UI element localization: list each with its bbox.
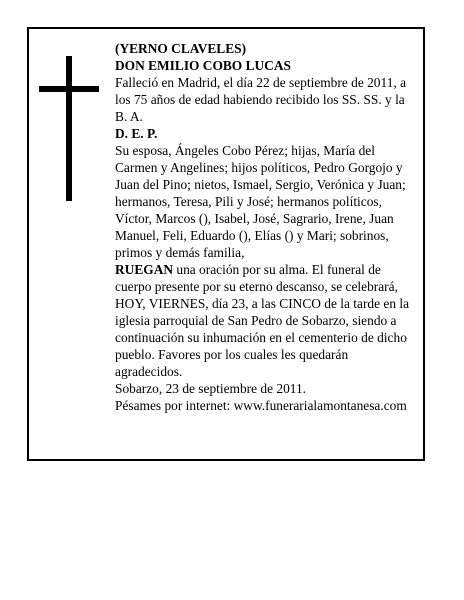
family-line: Víctor, Marcos (), Isabel, José, Sagrario, Irene, Juan bbox=[115, 211, 394, 226]
funeral-line: cuerpo presente por su eterno descanso, se celebrará, bbox=[115, 279, 398, 294]
ruegan-line bbox=[115, 261, 423, 278]
condolences-line: Pésames por internet: www.funerarialamontanesa.com bbox=[115, 398, 407, 413]
family-line: primos y demás familia, bbox=[115, 245, 245, 260]
cross-horizontal-bar bbox=[39, 86, 99, 92]
deceased-name: DON EMILIO COBO LUCAS bbox=[115, 58, 291, 73]
family-header: (YERNO CLAVELES) bbox=[115, 41, 247, 56]
obituary-notice bbox=[27, 27, 425, 461]
notice-text bbox=[115, 40, 423, 414]
funeral-line: pueblo. Favores por los cuales les quedarán bbox=[115, 347, 349, 362]
ruegan-word: RUEGAN bbox=[115, 262, 174, 277]
ruegan-rest: una oración por su alma. El funeral de bbox=[173, 262, 381, 277]
dep-line: D. E. P. bbox=[115, 126, 158, 141]
family-line: hermanos, Teresa, Pili y José; hermanos políticos, bbox=[115, 194, 382, 209]
family-line: Manuel, Feli, Eduardo (), Elías () y Mari; sobrinos, bbox=[115, 228, 389, 243]
family-line: Carmen y Angelines; hijos políticos, Pedro Gorgojo y bbox=[115, 160, 403, 175]
funeral-line: HOY, VIERNES, día 23, a las CINCO de la tarde en la bbox=[115, 296, 410, 311]
death-line: B. A. bbox=[115, 109, 143, 124]
funeral-line: continuación su inhumación en el cementerio de dicho bbox=[115, 330, 407, 345]
death-line: Falleció en Madrid, el día 22 de septiembre de 2011, a bbox=[115, 75, 407, 90]
death-line: los 75 años de edad habiendo recibido los SS. SS. y la bbox=[115, 92, 405, 107]
family-line: Su esposa, Ángeles Cobo Pérez; hijas, María del bbox=[115, 143, 375, 158]
family-line: Juan del Pino; nietos, Ismael, Sergio, Verónica y Juan; bbox=[115, 177, 406, 192]
funeral-line: iglesia parroquial de San Pedro de Sobarzo, siendo a bbox=[115, 313, 397, 328]
place-date: Sobarzo, 23 de septiembre de 2011. bbox=[115, 381, 307, 396]
cross-vertical-bar bbox=[66, 56, 72, 201]
funeral-line: agradecidos. bbox=[115, 364, 183, 379]
cross-icon bbox=[39, 56, 99, 201]
